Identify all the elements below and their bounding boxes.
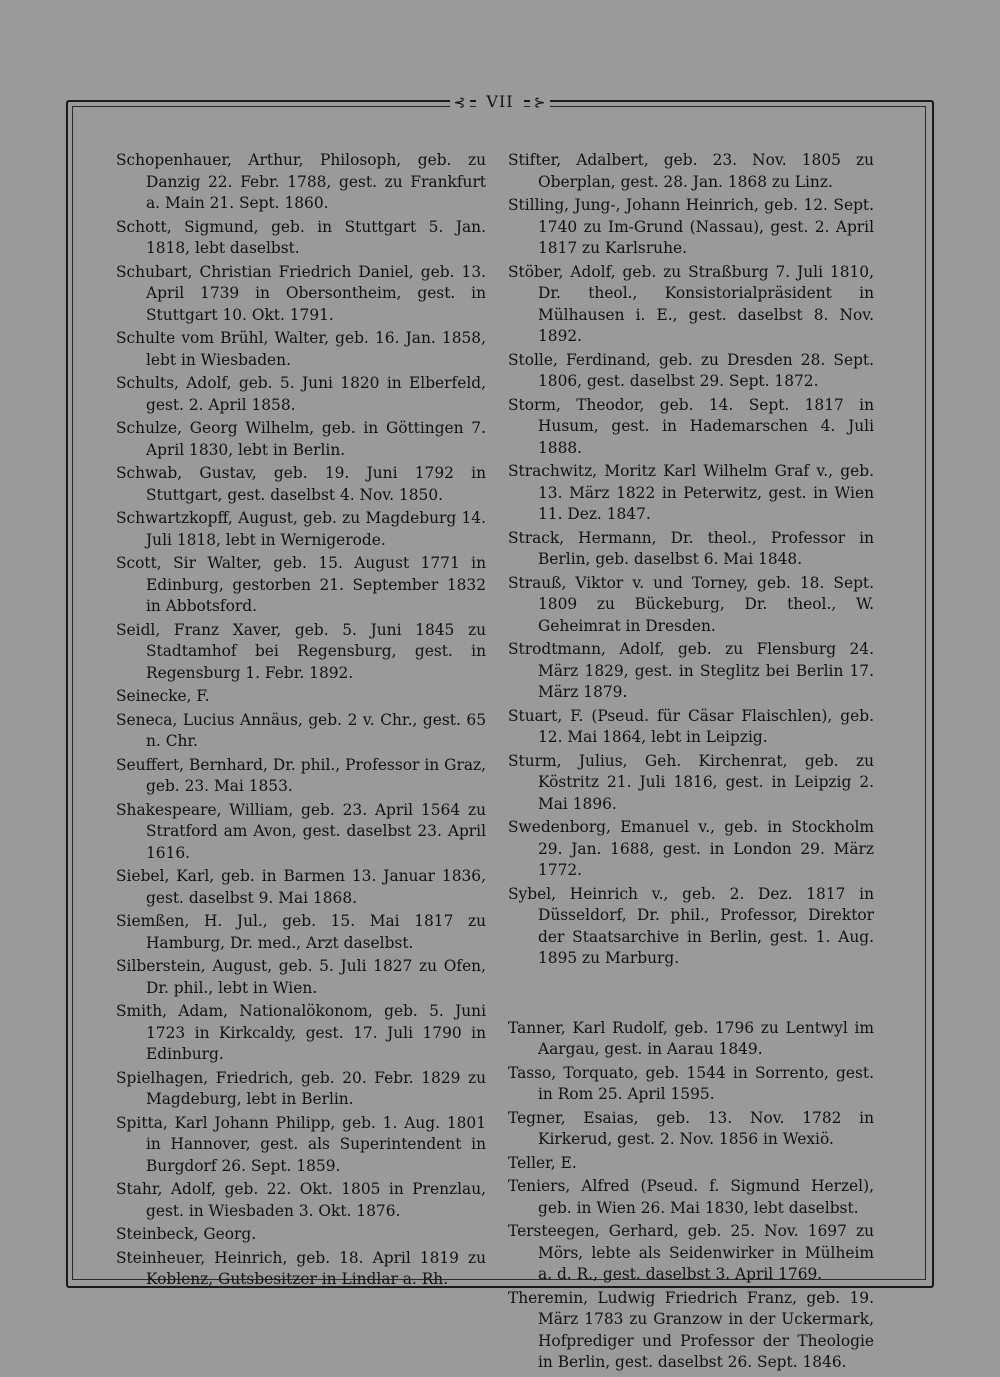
entry: Stuart, F. (Pseud. für Cäsar Flaischlen), geb. 12. Mai 1864, lebt in Leipzig. [508, 706, 874, 746]
entry: Schwartzkopff, August, geb. zu Magdeburg 14. Juli 1818, lebt in Wernigerode. [116, 509, 486, 549]
entry: Theremin, Ludwig Friedrich Franz, geb. 19. März 1783 zu Granzow in der Uckermark, Hofprediger und Professor der Theologie in Berlin, gest. daselbst 26. Sept. 1846. [508, 1288, 874, 1371]
entry: Seidl, Franz Xaver, geb. 5. Juni 1845 zu Stadtamhof bei Regensburg, gest. in Regensburg 1. Febr. 1892. [116, 620, 486, 682]
entry: Tegner, Esaias, geb. 13. Nov. 1782 in Kirkerud, gest. 2. Nov. 1856 in Wexiö. [508, 1108, 874, 1148]
entry: Storm, Theodor, geb. 14. Sept. 1817 in Husum, gest. in Hademarschen 4. Juli 1888. [508, 395, 874, 457]
entry: Tersteegen, Gerhard, geb. 25. Nov. 1697 zu Mörs, lebte als Seidenwirker in Mülheim a. d. R., gest. daselbst 3. April 1769. [508, 1222, 874, 1283]
entry: Schopenhauer, Arthur, Philosoph, geb. zu Danzig 22. Febr. 1788, gest. zu Frankfurt a. Main 21. Sept. 1860. [116, 151, 486, 212]
entry: Strack, Hermann, Dr. theol., Professor in Berlin, geb. daselbst 6. Mai 1848. [508, 528, 874, 568]
entry: Schwab, Gustav, geb. 19. Juni 1792 in Stuttgart, gest. daselbst 4. Nov. 1850. [116, 464, 486, 504]
entry: Schulte vom Brühl, Walter, geb. 16. Jan. 1858, lebt in Wiesbaden. [116, 329, 486, 369]
entry: Teniers, Alfred (Pseud. f. Sigmund Herzel), geb. in Wien 26. Mai 1830, lebt daselbst. [508, 1177, 874, 1217]
ornament-left-icon: ⊰ [450, 95, 471, 111]
entry: Tasso, Torquato, geb. 1544 in Sorrento, gest. in Rom 25. April 1595. [508, 1063, 874, 1103]
entry: Strachwitz, Moritz Karl Wilhelm Graf v., geb. 13. März 1822 in Peterwitz, gest. in Wien 11. Dez. 1847. [508, 462, 874, 523]
right-column [508, 150, 874, 1376]
entry: Schubart, Christian Friedrich Daniel, geb. 13. April 1739 in Obersontheim, gest. in Stuttgart 10. Okt. 1791. [116, 262, 486, 324]
entry: Schulze, Georg Wilhelm, geb. in Göttingen 7. April 1830, lebt in Berlin. [116, 419, 486, 459]
entry: Seuffert, Bernhard, Dr. phil., Professor in Graz, geb. 23. Mai 1853. [116, 755, 486, 795]
entry: Tanner, Karl Rudolf, geb. 1796 zu Lentwyl im Aargau, gest. in Aarau 1849. [508, 1018, 874, 1058]
entry: Spielhagen, Friedrich, geb. 20. Febr. 1829 zu Magdeburg, lebt in Berlin. [116, 1068, 486, 1108]
entry: Teller, E. [508, 1153, 577, 1172]
page-number: VII [476, 92, 523, 111]
entry: Siemßen, H. Jul., geb. 15. Mai 1817 zu Hamburg, Dr. med., Arzt daselbst. [116, 912, 486, 952]
left-column [116, 150, 486, 1293]
entry: Silberstein, August, geb. 5. Juli 1827 zu Ofen, Dr. phil., lebt in Wien. [116, 957, 486, 997]
entry: Stilling, Jung-, Johann Heinrich, geb. 12. Sept. 1740 zu Im-Grund (Nassau), gest. 2. April 1817 zu Karlsruhe. [508, 196, 874, 257]
entry: Swedenborg, Emanuel v., geb. in Stockholm 29. Jan. 1688, gest. in London 29. März 1772. [508, 818, 874, 879]
entry: Schults, Adolf, geb. 5. Juni 1820 in Elberfeld, gest. 2. April 1858. [116, 374, 486, 414]
entry: Stahr, Adolf, geb. 22. Okt. 1805 in Prenzlau, gest. in Wiesbaden 3. Okt. 1876. [116, 1180, 486, 1220]
entry: Schott, Sigmund, geb. in Stuttgart 5. Jan. 1818, lebt daselbst. [116, 217, 486, 257]
entry: Sturm, Julius, Geh. Kirchenrat, geb. zu Köstritz 21. Juli 1816, gest. in Leipzig 2. Mai 1896. [508, 751, 874, 813]
entry: Steinheuer, Heinrich, geb. 18. April 1819 zu Koblenz, Gutsbesitzer in Lindlar a. Rh. [116, 1248, 486, 1288]
entry: Scott, Sir Walter, geb. 15. August 1771 in Edinburg, gestorben 21. September 1832 in Abbotsford. [116, 554, 486, 615]
ornament-right-icon: ⊱ [530, 95, 551, 111]
entry: Siebel, Karl, geb. in Barmen 13. Januar 1836, gest. daselbst 9. Mai 1868. [116, 867, 486, 907]
entry: Sybel, Heinrich v., geb. 2. Dez. 1817 in Düsseldorf, Dr. phil., Professor, Direktor der Staatsarchive in Berlin, gest. 1. Aug. 1895 zu Marburg. [508, 884, 874, 967]
entry: Strauß, Viktor v. und Torney, geb. 18. Sept. 1809 zu Bückeburg, Dr. theol., W. Geheimrat in Dresden. [508, 573, 874, 635]
entry: Spitta, Karl Johann Philipp, geb. 1. Aug. 1801 in Hannover, gest. als Superintendent in Burgdorf 26. Sept. 1859. [116, 1113, 486, 1175]
entry: Shakespeare, William, geb. 23. April 1564 zu Stratford am Avon, gest. daselbst 23. April 1616. [116, 800, 486, 862]
entry: Stifter, Adalbert, geb. 23. Nov. 1805 zu Oberplan, gest. 28. Jan. 1868 zu Linz. [508, 151, 874, 191]
entry: Strodtmann, Adolf, geb. zu Flensburg 24. März 1829, gest. in Steglitz bei Berlin 17. März 1879. [508, 640, 874, 701]
entry: Seinecke, F. [116, 687, 210, 705]
entry: Stolle, Ferdinand, geb. zu Dresden 28. Sept. 1806, gest. daselbst 29. Sept. 1872. [508, 350, 874, 390]
entry: Smith, Adam, Nationalökonom, geb. 5. Juni 1723 in Kirkcaldy, gest. 17. Juli 1790 in Edinburg. [116, 1002, 486, 1063]
section-gap [508, 972, 874, 1018]
entry: Steinbeck, Georg. [116, 1225, 257, 1243]
page-header [0, 92, 1000, 111]
entry: Stöber, Adolf, geb. zu Straßburg 7. Juli 1810, Dr. theol., Konsistorialpräsident in Mülhausen i. E., gest. daselbst 8. Nov. 1892. [508, 262, 874, 345]
entry: Seneca, Lucius Annäus, geb. 2 v. Chr., gest. 65 n. Chr. [116, 710, 486, 750]
